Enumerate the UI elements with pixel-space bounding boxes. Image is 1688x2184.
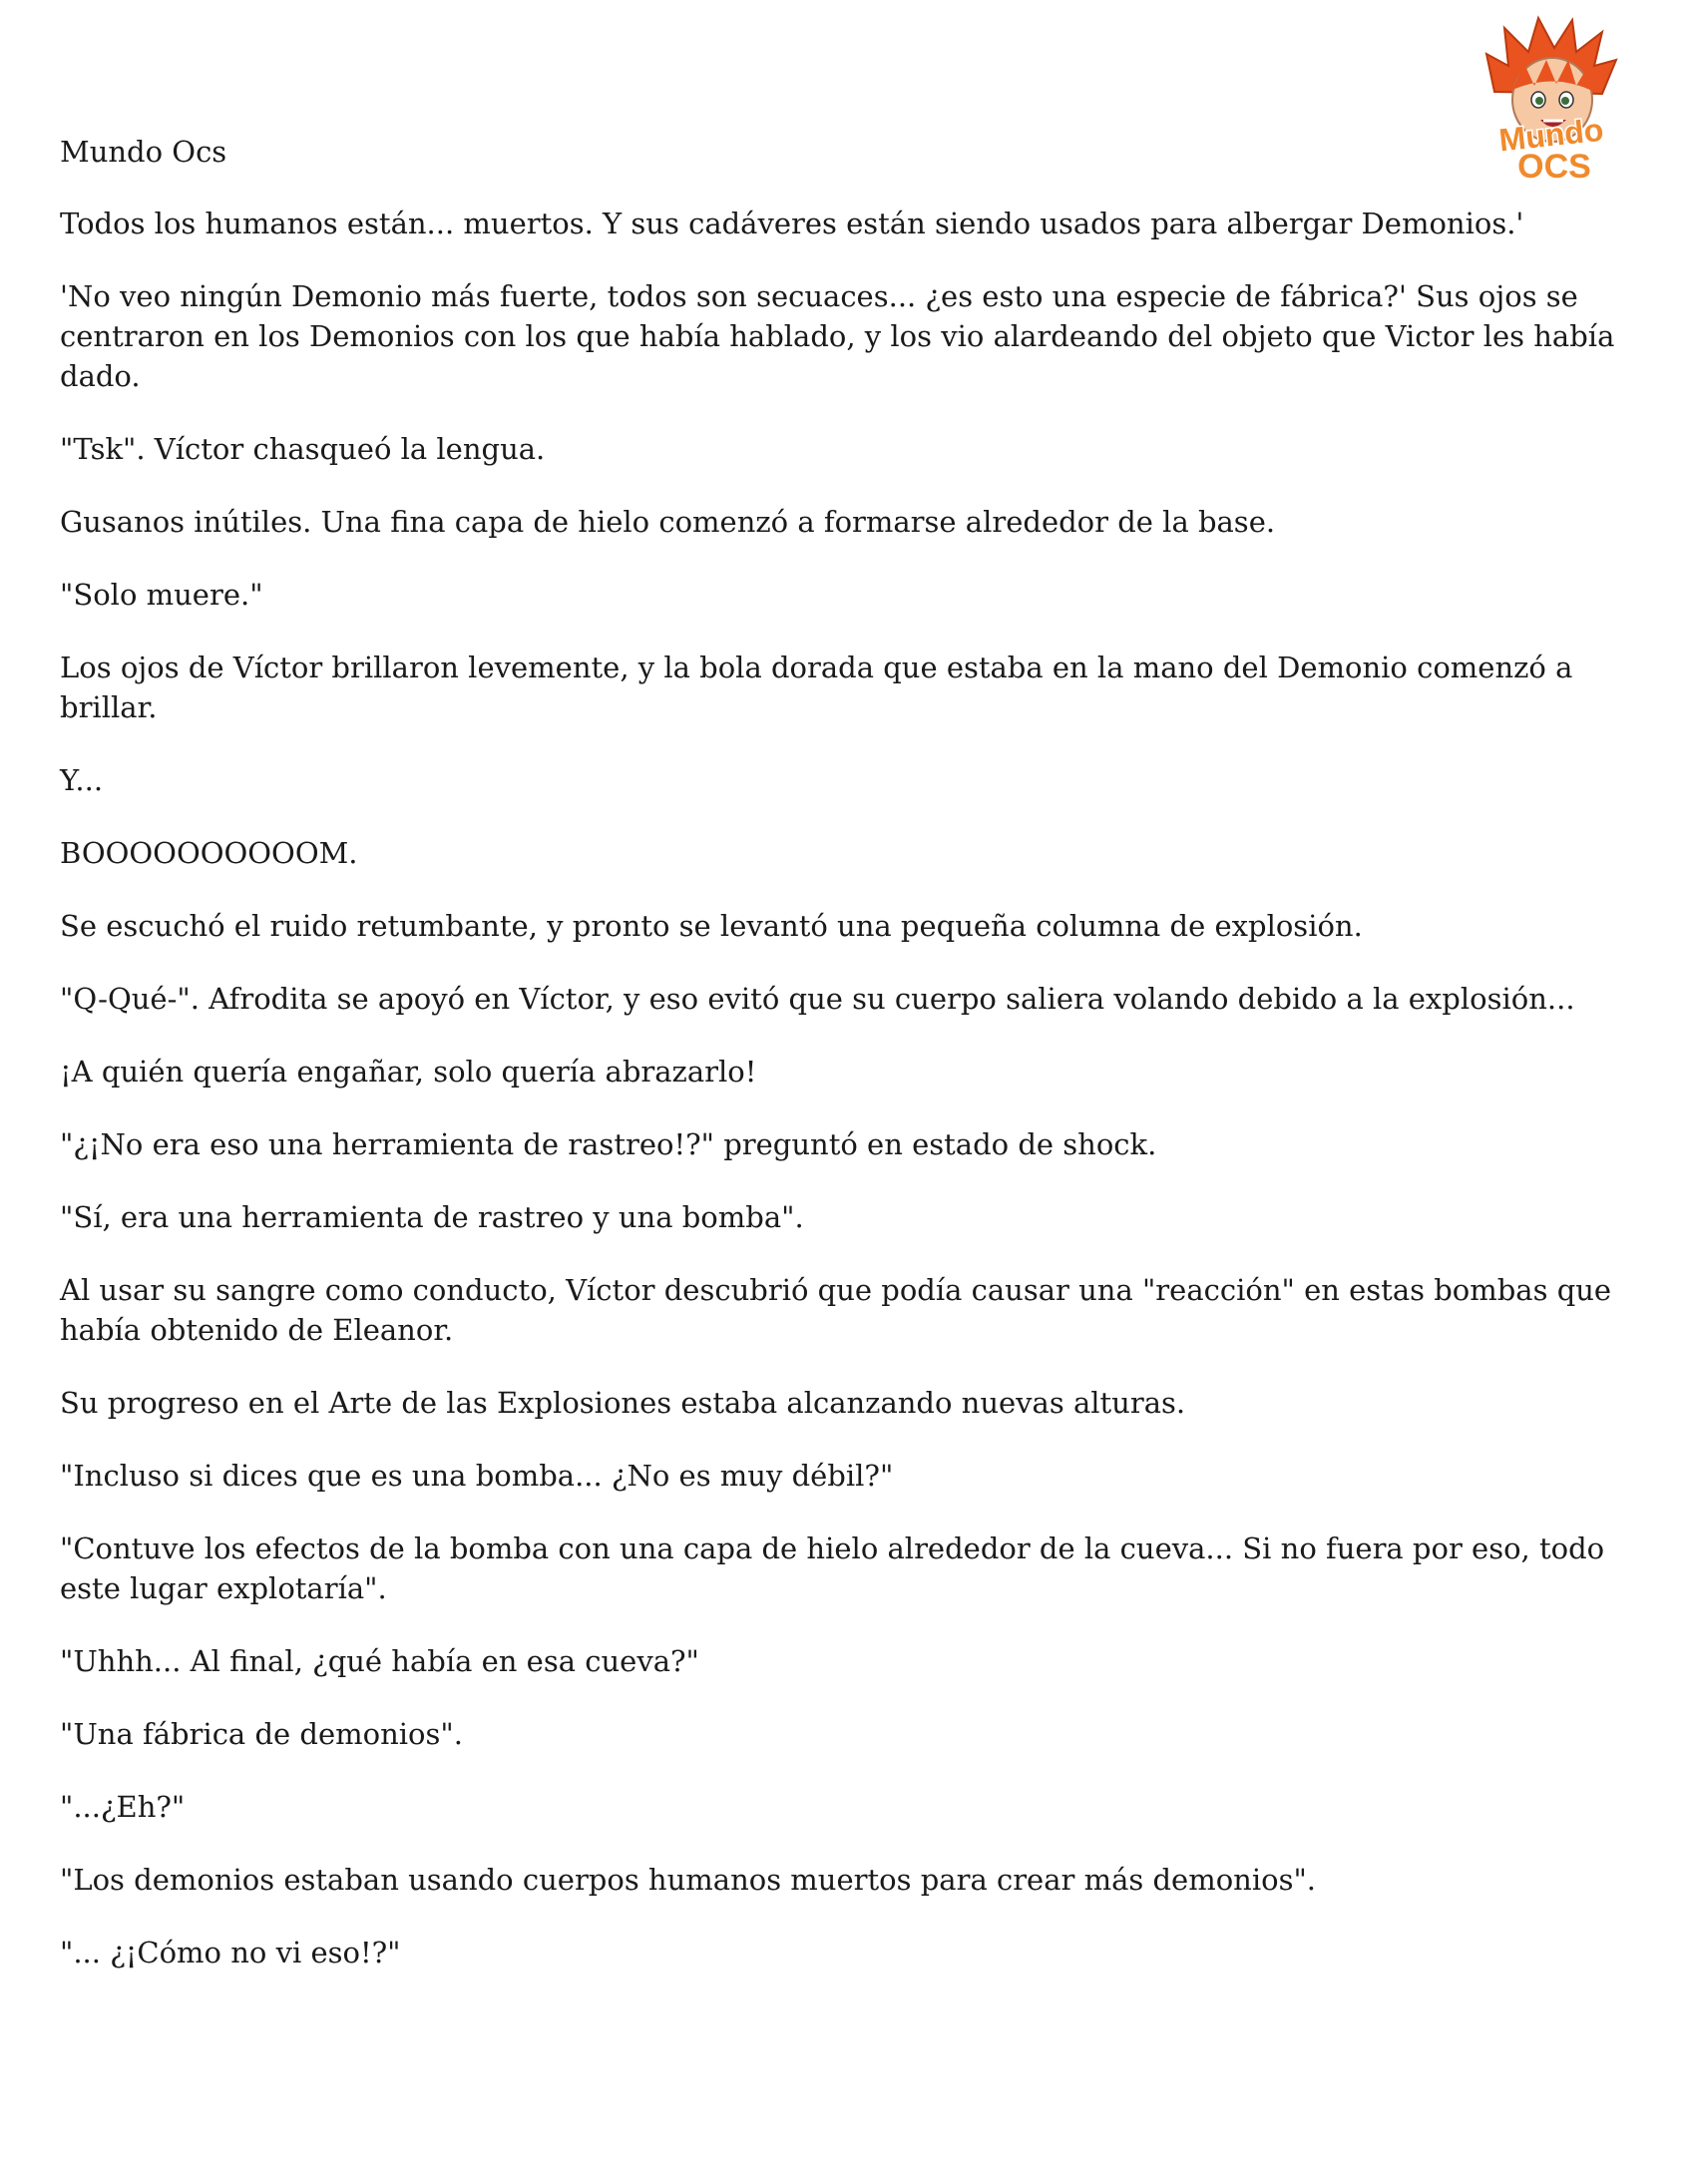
document-title: Mundo Ocs [60, 135, 227, 169]
mundo-ocs-logo-icon [1465, 14, 1640, 184]
svg-text:Mundo: Mundo [1496, 111, 1605, 159]
svg-text:OCS: OCS [1517, 148, 1591, 184]
paragraph: "Los demonios estaban usando cuerpos humanos muertos para crear más demonios". [60, 1863, 1317, 1897]
paragraph: "...¿Eh?" [60, 1790, 186, 1824]
paragraph: Gusanos inútiles. Una fina capa de hielo comenzó a formarse alrededor de la base. [60, 505, 1276, 539]
document-body [60, 204, 1646, 2005]
paragraph: Su progreso en el Arte de las Explosiones estaba alcanzando nuevas alturas. [60, 1386, 1186, 1420]
paragraph: Al usar su sangre como conducto, Víctor descubrió que podía causar una "reacción" en estas bombas que había obtenido de Eleanor. [60, 1273, 1621, 1347]
paragraph: ¡A quién quería engañar, solo quería abrazarlo! [60, 1055, 757, 1089]
paragraph: "Tsk". Víctor chasqueó la lengua. [60, 432, 546, 466]
paragraph: Y... [60, 763, 104, 797]
paragraph: Los ojos de Víctor brillaron levemente, y la bola dorada que estaba en la mano del Demonio comenzó a brillar. [60, 651, 1582, 724]
paragraph: "Incluso si dices que es una bomba... ¿No es muy débil?" [60, 1459, 894, 1493]
paragraph: Todos los humanos están... muertos. Y sus cadáveres están siendo usados para albergar Demonios.' [60, 207, 1524, 240]
paragraph: "Contuve los efectos de la bomba con una capa de hielo alrededor de la cueva... Si no fuera por eso, todo este lugar explotaría". [60, 1531, 1614, 1605]
paragraph: Se escuchó el ruido retumbante, y pronto se levantó una pequeña columna de explosión. [60, 909, 1363, 943]
paragraph: 'No veo ningún Demonio más fuerte, todos son secuaces... ¿es esto una especie de fábrica?' Sus ojos se centraron en los Demonios con los que había hablado, y los vio alardeando del objeto que Victor les había dado. [60, 279, 1624, 393]
paragraph: "Solo muere." [60, 578, 263, 612]
paragraph: "Una fábrica de demonios". [60, 1717, 463, 1751]
paragraph: BOOOOOOOOOOM. [60, 836, 358, 870]
paragraph: "Sí, era una herramienta de rastreo y una bomba". [60, 1200, 804, 1234]
paragraph: "Uhhh... Al final, ¿qué había en esa cueva?" [60, 1644, 699, 1678]
paragraph: "Q-Qué-". Afrodita se apoyó en Víctor, y eso evitó que su cuerpo saliera volando debido a la explosión... [60, 982, 1575, 1016]
paragraph: "¿¡No era eso una herramienta de rastreo!?" preguntó en estado de shock. [60, 1127, 1157, 1161]
paragraph: "... ¿¡Cómo no vi eso!?" [60, 1936, 401, 1969]
